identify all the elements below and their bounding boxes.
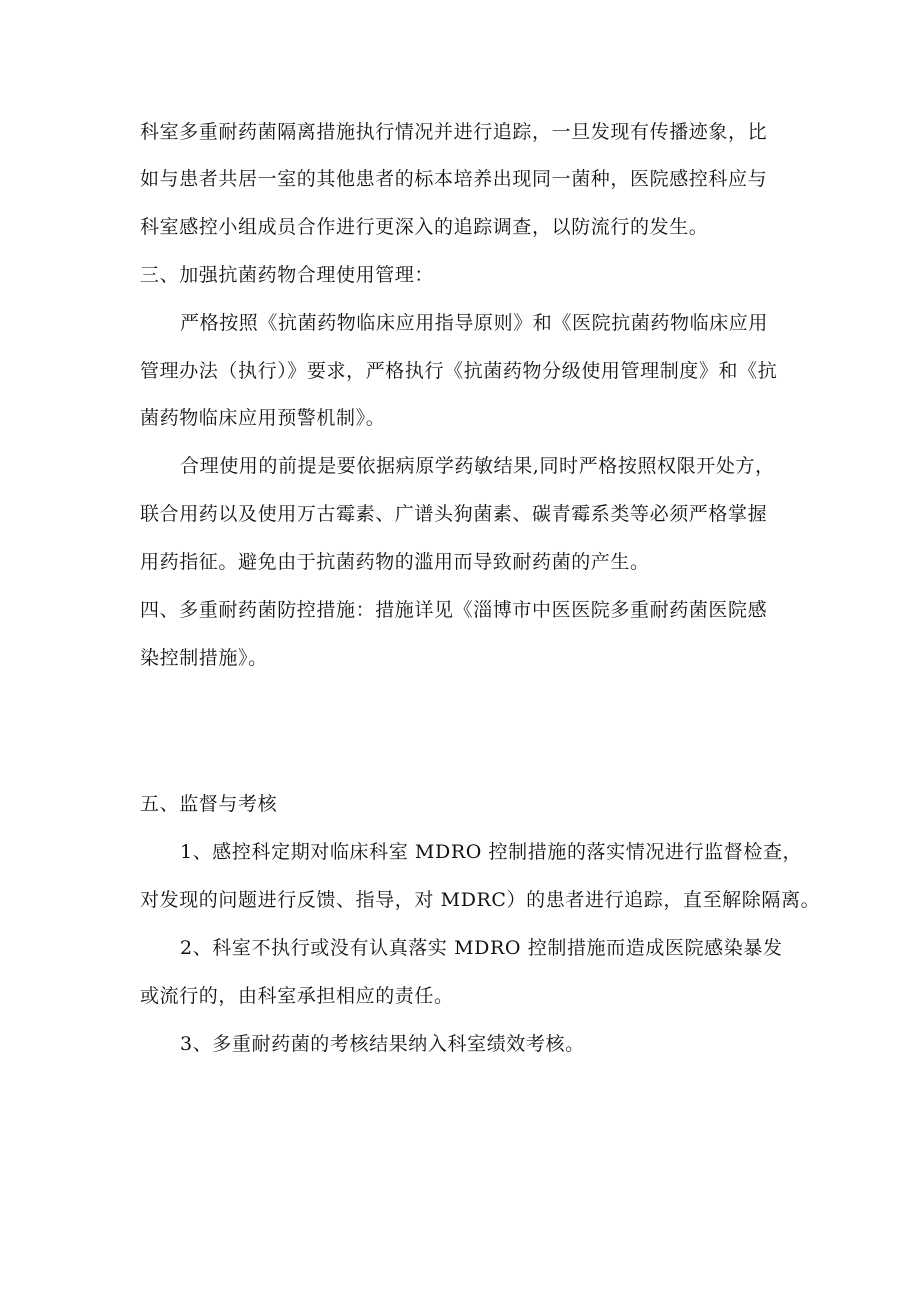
paragraph-line: 用药指征。避免由于抗菌药物的滥用而导致耐药菌的产生。 [140, 551, 650, 573]
section-heading-5: 五、监督与考核 [140, 793, 278, 815]
paragraph-line: 3、多重耐药菌的考核结果纳入科室绩效考核。 [180, 1033, 585, 1055]
paragraph-line: 如与患者共居一室的其他患者的标本培养出现同一菌种，医院感控科应与 [140, 168, 768, 190]
paragraph-line: 2、科室不执行或没有认真落实 MDRO 控制措施而造成医院感染暴发 [180, 937, 783, 959]
paragraph-line: 对发现的问题进行反馈、指导，对 MDRC）的患者进行追踪，直至解除隔离。 [140, 889, 821, 911]
paragraph-line: 染控制措施》。 [140, 647, 268, 669]
section-heading-4: 四、多重耐药菌防控措施：措施详见《淄博市中医医院多重耐药菌医院感 [140, 599, 768, 621]
paragraph-line: 合理使用的前提是要依据病原学药敏结果,同时严格按照权限开处方， [180, 455, 775, 477]
paragraph-line: 1、感控科定期对临床科室 MDRO 控制措施的落实情况进行监督检查， [180, 841, 803, 863]
section-heading-3: 三、加强抗菌药物合理使用管理： [140, 264, 435, 286]
paragraph-line: 菌药物临床应用预警机制》。 [140, 407, 386, 429]
paragraph-line: 严格按照《抗菌药物临床应用指导原则》和《医院抗菌药物临床应用 [180, 312, 769, 334]
paragraph-line: 科室感控小组成员合作进行更深入的追踪调查，以防流行的发生。 [140, 216, 709, 238]
paragraph-line: 或流行的，由科室承担相应的责任。 [140, 985, 454, 1007]
paragraph-line: 联合用药以及使用万古霉素、广谱头狗菌素、碳青霉系类等必须严格掌握 [140, 503, 768, 525]
paragraph-line: 管理办法（执行）》要求，严格执行《抗菌药物分级使用管理制度》和《抗 [140, 360, 778, 382]
paragraph-line: 科室多重耐药菌隔离措施执行情况并进行追踪，一旦发现有传播迹象，比 [140, 121, 768, 143]
